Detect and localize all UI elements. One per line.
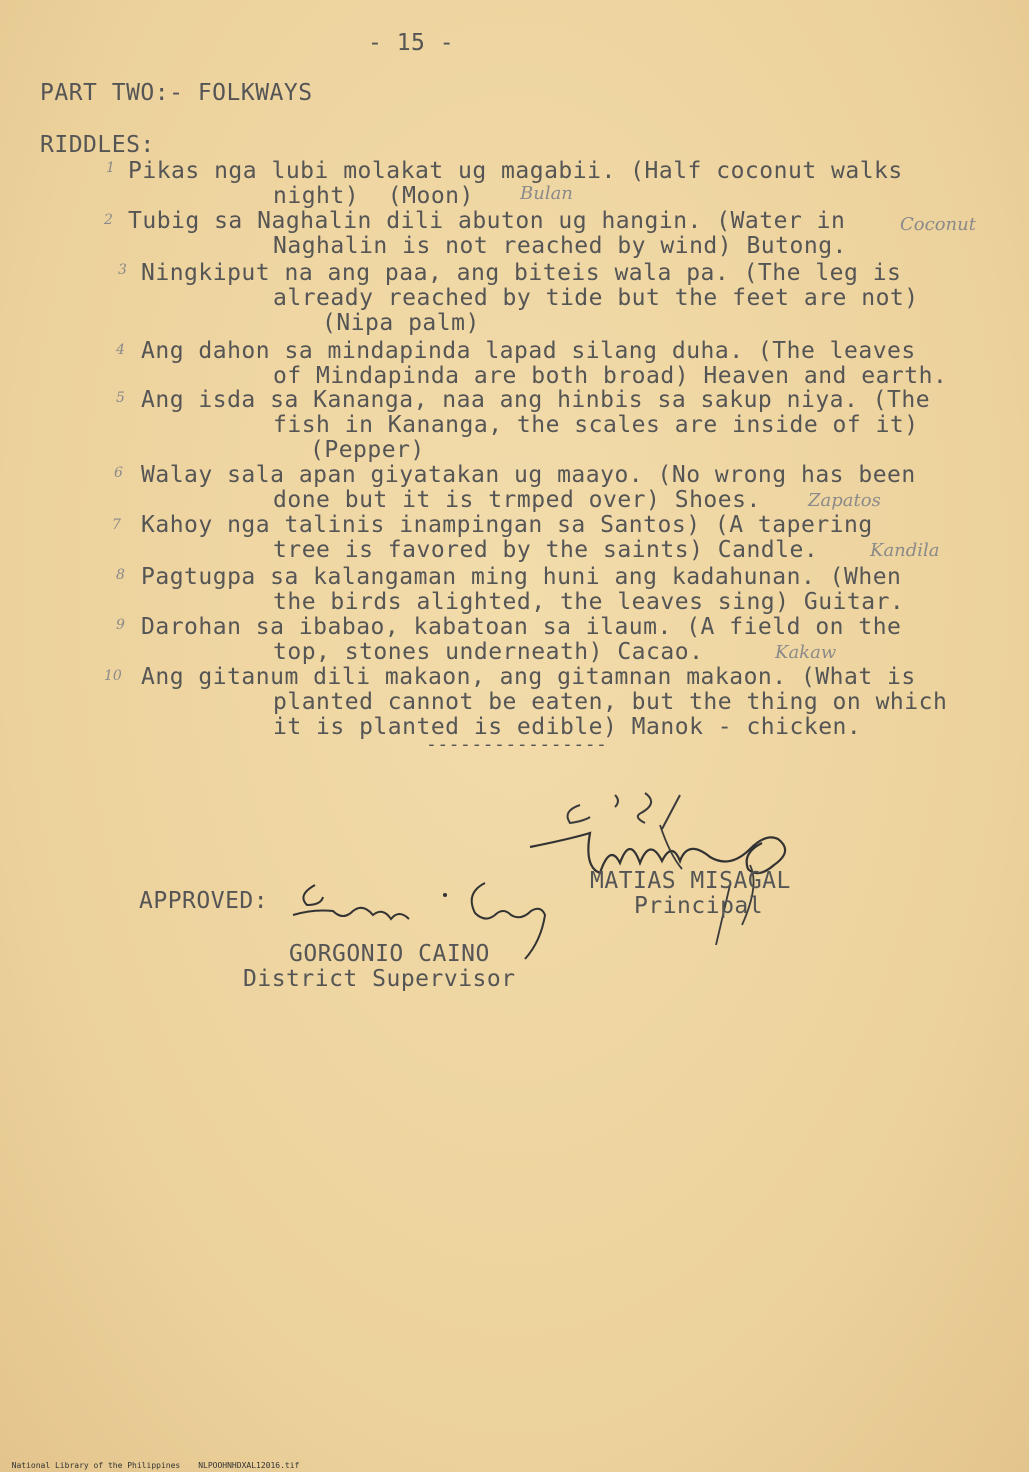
riddle-mark: 9 bbox=[116, 617, 125, 633]
riddle-line: already reached by tide but the feet are not) bbox=[273, 285, 919, 311]
riddle-line: it is planted is edible) Manok - chicken. bbox=[273, 714, 862, 740]
principal-name: MATIAS MISAGAL bbox=[590, 868, 791, 894]
riddle-mark: 5 bbox=[116, 390, 125, 406]
riddle-line: Pagtugpa sa kalangaman ming huni ang kadahunan. (When bbox=[141, 564, 902, 590]
riddle-mark: 8 bbox=[116, 567, 125, 583]
riddle-mark: 10 bbox=[104, 668, 122, 684]
riddle-line: top, stones underneath) Cacao. bbox=[273, 639, 704, 665]
riddle-line: Pikas nga lubi molakat ug magabii. (Half coconut walks bbox=[128, 158, 903, 184]
riddle-note: Kandila bbox=[870, 540, 940, 561]
riddle-line: fish in Kananga, the scales are inside of it) bbox=[273, 412, 919, 438]
riddle-mark: 7 bbox=[112, 517, 121, 533]
riddle-line: of Mindapinda are both broad) Heaven and earth. bbox=[273, 363, 948, 389]
page-number: - 15 - bbox=[368, 30, 455, 56]
riddle-note: Bulan bbox=[520, 183, 573, 204]
approved-label: APPROVED: bbox=[139, 888, 269, 914]
part-heading: PART TWO:- FOLKWAYS bbox=[40, 80, 313, 106]
riddle-mark: 4 bbox=[116, 342, 125, 358]
separator-line: ---------------- bbox=[426, 734, 608, 755]
supervisor-name: GORGONIO CAINO bbox=[289, 941, 490, 967]
riddle-note: Coconut bbox=[900, 214, 976, 235]
riddle-line: tree is favored by the saints) Candle. bbox=[273, 537, 819, 563]
archive-footer bbox=[2, 1452, 317, 1470]
riddle-mark: 1 bbox=[106, 160, 115, 176]
riddle-line: Ang gitanum dili makaon, ang gitamnan makaon. (What is bbox=[141, 664, 916, 690]
riddle-line: night) (Moon) bbox=[273, 183, 474, 209]
riddle-line: Ang dahon sa mindapinda lapad silang duha. (The leaves bbox=[141, 338, 916, 364]
riddle-line: Walay sala apan giyatakan ug maayo. (No wrong has been bbox=[141, 462, 916, 488]
riddle-line: Naghalin is not reached by wind) Butong. bbox=[273, 233, 847, 259]
riddle-line: Tubig sa Naghalin dili abuton ug hangin. (Water in bbox=[128, 208, 846, 234]
riddle-line: Ang isda sa Kananga, naa ang hinbis sa sakup niya. (The bbox=[141, 387, 931, 413]
riddle-line: Darohan sa ibabao, kabatoan sa ilaum. (A field on the bbox=[141, 614, 902, 640]
riddle-note: Kakaw bbox=[775, 642, 837, 663]
riddle-mark: 2 bbox=[104, 212, 113, 228]
riddle-line: the birds alighted, the leaves sing) Guitar. bbox=[273, 589, 905, 615]
footer-file: NLPOOHNHDXAL12016.tif bbox=[198, 1461, 300, 1470]
riddle-mark: 6 bbox=[114, 465, 123, 481]
footer-library: National Library of the Philippines bbox=[11, 1461, 181, 1470]
riddle-line: (Pepper) bbox=[310, 437, 425, 463]
riddle-line: Kahoy nga talinis inampingan sa Santos) (A tapering bbox=[141, 512, 873, 538]
principal-title: Principal bbox=[634, 893, 764, 919]
supervisor-title: District Supervisor bbox=[243, 966, 516, 992]
riddle-line: done but it is trmped over) Shoes. bbox=[273, 487, 761, 513]
riddle-line: planted cannot be eaten, but the thing on which bbox=[273, 689, 948, 715]
riddle-line: (Nipa palm) bbox=[322, 310, 480, 336]
section-heading: RIDDLES: bbox=[40, 132, 155, 158]
riddle-note: Zapatos bbox=[808, 490, 881, 511]
riddle-line: Ningkiput na ang paa, ang biteis wala pa. (The leg is bbox=[141, 260, 902, 286]
riddle-mark: 3 bbox=[118, 262, 127, 278]
principal-signature bbox=[520, 785, 850, 945]
